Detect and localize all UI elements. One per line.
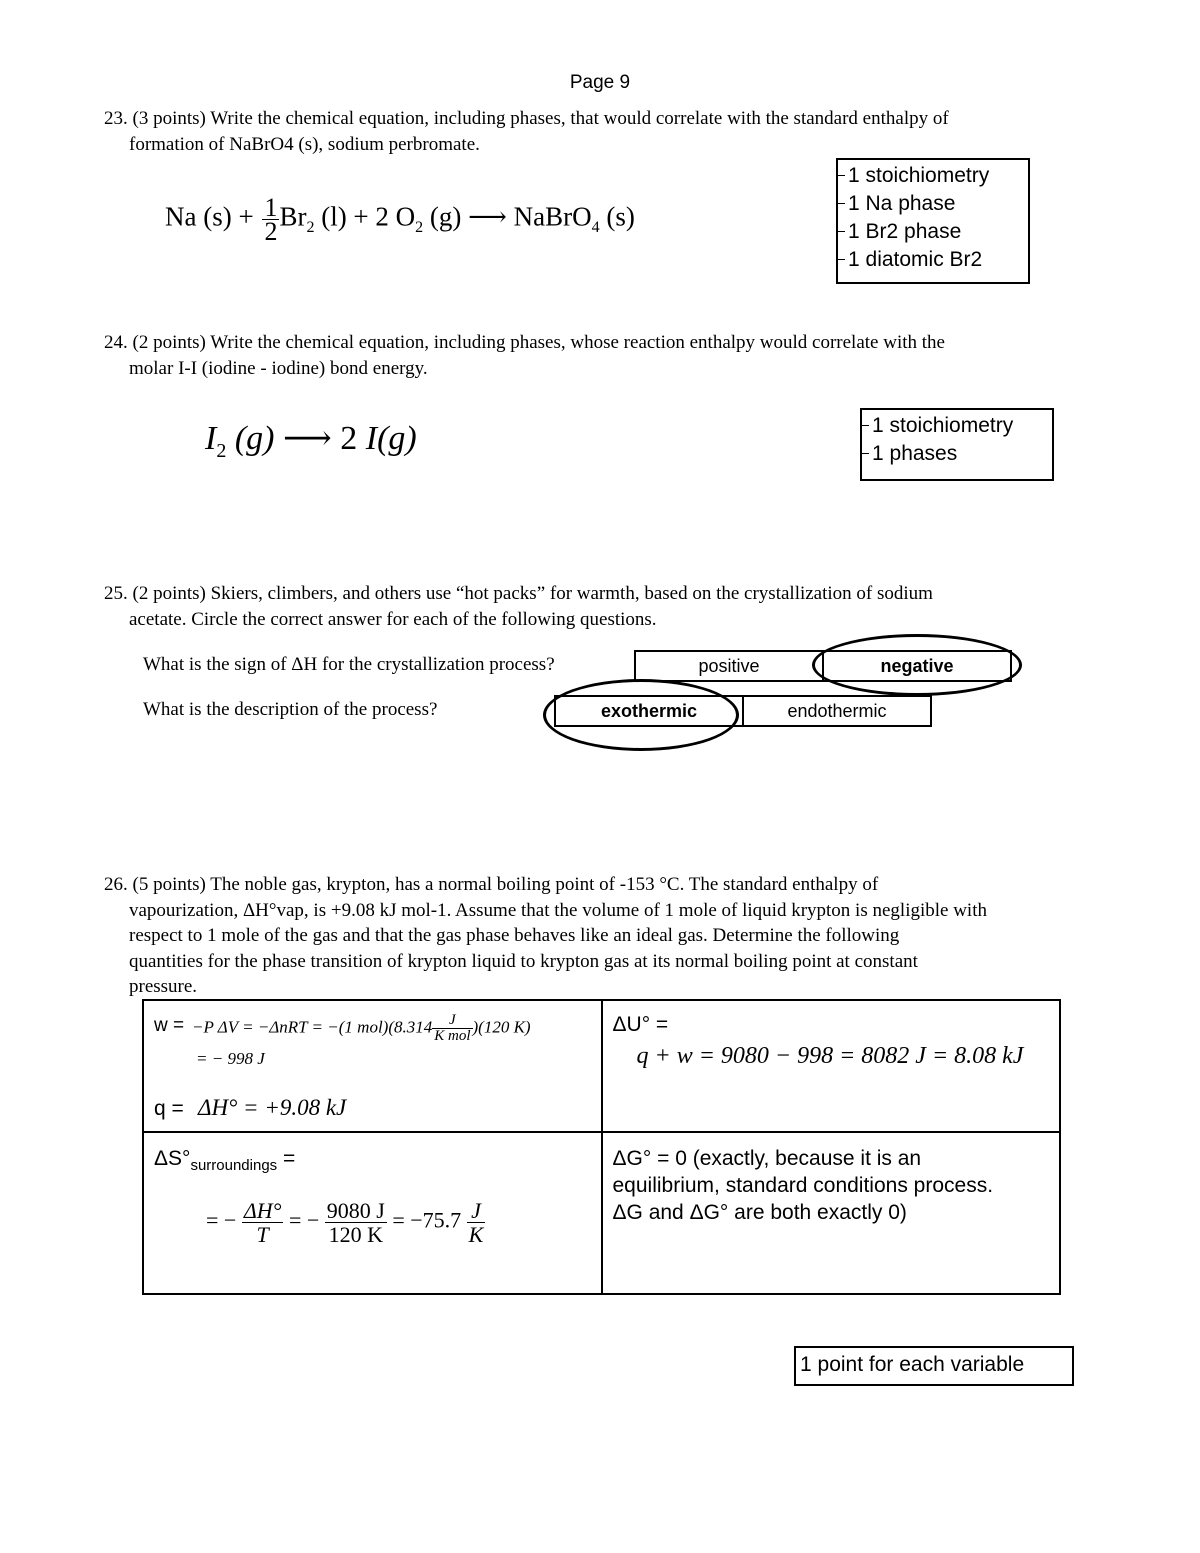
cell-gibbs-energy bbox=[602, 1132, 1061, 1294]
question-text: (5 points) The noble gas, krypton, has a normal boiling point of -153 °C. The standard enthalpy of bbox=[132, 874, 879, 895]
w-label: w = bbox=[154, 1015, 185, 1036]
question-number: 24. bbox=[104, 332, 128, 353]
question-number: 25. bbox=[104, 583, 128, 604]
rubric-box-q24 bbox=[860, 408, 1054, 481]
question-number: 23. bbox=[104, 108, 128, 129]
question-text: formation of NaBrO4 (s), sodium perbromate. bbox=[129, 133, 480, 155]
rubric-box-q23 bbox=[836, 158, 1030, 284]
arrow-icon: ⟶ bbox=[468, 201, 507, 232]
fraction-half: $\frac{1}{2}$ bbox=[264, 193, 278, 246]
rubric-item: 1 stoichiometry bbox=[872, 412, 1046, 440]
option-positive[interactable]: positive bbox=[634, 650, 824, 682]
rubric-item: 1 stoichiometry bbox=[848, 162, 1022, 190]
cell-internal-energy bbox=[602, 1000, 1061, 1132]
selection-circle bbox=[812, 634, 1022, 696]
question-23 bbox=[104, 106, 1104, 157]
rubric-item: 1 Br2 phase bbox=[848, 218, 1022, 246]
option-exothermic[interactable]: exothermic bbox=[554, 695, 744, 727]
w-result: = − 998 J bbox=[196, 1049, 265, 1068]
question-text: pressure. bbox=[129, 976, 198, 997]
q-label: q = bbox=[154, 1097, 184, 1120]
question-text: acetate. Circle the correct answer for each of the following questions. bbox=[129, 608, 657, 630]
question-prompt-sign: What is the sign of ΔH for the crystallization process? bbox=[143, 654, 555, 675]
question-prompt-description: What is the description of the process? bbox=[143, 699, 438, 720]
rubric-box-q26: 1 point for each variable bbox=[794, 1346, 1074, 1386]
q-expression: ΔH° = +9.08 kJ bbox=[198, 1095, 347, 1120]
option-negative[interactable]: negative bbox=[822, 650, 1012, 682]
selection-circle bbox=[543, 679, 739, 751]
ds-label: $\Delta S^\circ_{surroundings}$ = bbox=[154, 1147, 296, 1175]
cell-work-heat bbox=[143, 1000, 602, 1132]
arrow-icon: ⟶ bbox=[282, 420, 332, 457]
question-24 bbox=[104, 330, 1104, 381]
rubric-item: 1 Na phase bbox=[848, 190, 1022, 218]
equation-q23: Na (s) + $\frac{1}{2}$ $Br_2$ (l) + 2 $O_2$ (g) ⟶ NaBrO$_4$ (s) bbox=[165, 193, 635, 246]
question-text: (2 points) Write the chemical equation, including phases, whose reaction enthalpy would correlate with the bbox=[132, 332, 945, 353]
equation-term: Na (s) + bbox=[165, 201, 254, 232]
cell-entropy-surroundings bbox=[143, 1132, 602, 1294]
ds-expression: = − $\frac{\Delta H^\circ}{T}$ = − $\frac{9080 J}{120 K}$ = −75.7 $\frac{J}{K}$ bbox=[206, 1198, 484, 1247]
equation-q24: $I_2$ (g) ⟶ 2 I(g) bbox=[205, 420, 417, 462]
dg-answer: ΔG° = 0 (exactly, because it is an equilibrium, standard conditions process. ΔG and ΔG° are both exactly 0) bbox=[612, 1147, 994, 1224]
question-text: molar I-I (iodine - iodine) bond energy. bbox=[129, 357, 428, 379]
rubric-item: 1 phases bbox=[872, 440, 1046, 468]
page-number: Page 9 bbox=[569, 72, 631, 93]
question-25 bbox=[104, 581, 1104, 632]
question-text: (2 points) Skiers, climbers, and others use “hot packs” for warmth, based on the crystallization of sodium bbox=[132, 583, 933, 604]
rubric-item: 1 diatomic Br2 bbox=[848, 246, 1022, 274]
question-number: 26. bbox=[104, 874, 128, 895]
answer-table bbox=[142, 999, 1061, 1295]
question-text: respect to 1 mole of the gas and that the gas phase behaves like an ideal gas. Determine the following bbox=[129, 925, 900, 946]
du-expression: q + w = 9080 − 998 = 8082 J = 8.08 kJ bbox=[636, 1043, 1024, 1069]
question-text: (3 points) Write the chemical equation, including phases, that would correlate with the standard enthalpy of bbox=[132, 108, 949, 129]
question-text: quantities for the phase transition of krypton liquid to krypton gas at its normal boiling point at constant bbox=[129, 950, 918, 972]
w-expression: −P ΔV = −ΔnRT = −(1 mol)(8.314 $\frac{J}{\text{K mol}}$ )(120 K) bbox=[192, 1012, 531, 1044]
question-text: vapourization, ΔH°vap, is +9.08 kJ mol-1. Assume that the volume of 1 mole of liquid krypton is negligible with bbox=[129, 899, 987, 921]
du-label: ΔU° = bbox=[612, 1013, 669, 1036]
option-endothermic[interactable]: endothermic bbox=[742, 695, 932, 727]
question-26 bbox=[104, 872, 1104, 1000]
